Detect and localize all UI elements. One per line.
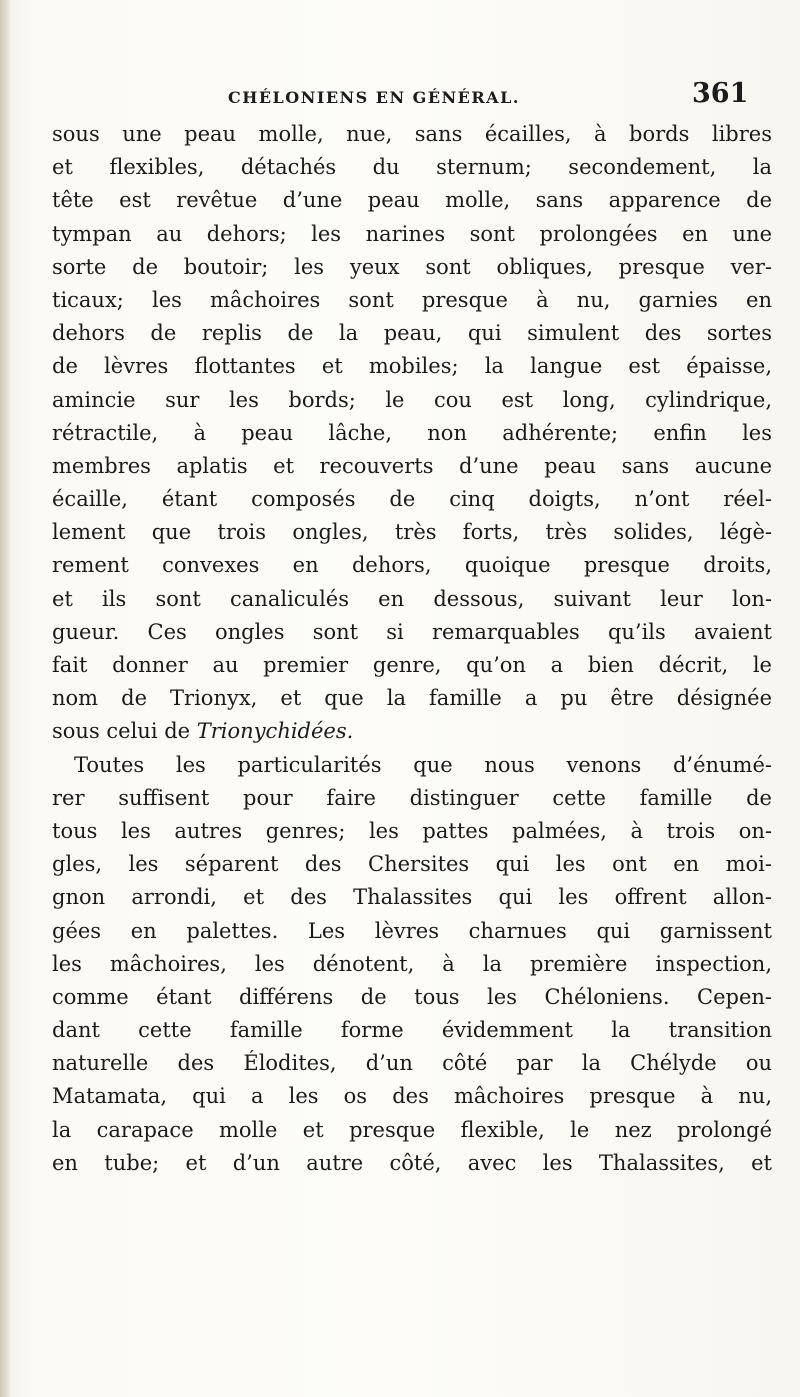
page-gutter-shadow: [0, 0, 10, 1397]
text-line: écaille, étant composés de cinq doigts, n’ont réel-: [52, 487, 772, 512]
text-line: de lèvres flottantes et mobiles; la langue est épaisse,: [52, 354, 772, 379]
text-line: rement convexes en dehors, quoique presque droits,: [52, 553, 772, 578]
family-name-term: Trionychidées.: [196, 719, 354, 744]
text-line: tête est revêtue d’une peau molle, sans apparence de: [52, 188, 772, 213]
text-line: sous une peau molle, nue, sans écailles, à bords libres: [52, 122, 772, 146]
running-title: CHÉLONIENS EN GÉNÉRAL.: [228, 88, 520, 107]
text-line: [52, 715, 772, 748]
text-line: Toutes les particularités que nous venons d’énumé-: [74, 752, 772, 777]
text-line: rer suffisent pour faire distinguer cette famille de: [52, 785, 772, 810]
text-line: la carapace molle et presque flexible, le nez prolongé: [52, 1117, 772, 1142]
text-line: et ils sont canaliculés en dessous, suivant leur lon-: [52, 586, 772, 611]
text-line: gueur. Ces ongles sont si remarquables qu’ils avaient: [52, 619, 772, 644]
paragraph-1: [52, 118, 772, 749]
text-line: naturelle des Élodites, d’un côté par la Chélyde ou: [52, 1051, 772, 1076]
text-line: Matamata, qui a les os des mâchoires presque à nu,: [52, 1084, 772, 1109]
text-line: fait donner au premier genre, qu’on a bien décrit, le: [52, 653, 772, 677]
line-prefix: sous celui de: [52, 719, 197, 744]
text-line: en tube; et d’un autre côté, avec les Thalassites, et: [52, 1150, 772, 1175]
text-line: nom de Trionyx, et que la famille a pu être désignée: [52, 686, 772, 711]
text-line: sorte de boutoir; les yeux sont obliques, presque ver-: [52, 254, 772, 279]
text-line: tympan au dehors; les narines sont prolongées en une: [52, 221, 772, 246]
text-line: dant cette famille forme évidemment la transition: [52, 1018, 772, 1043]
page-number: 361: [692, 78, 749, 109]
text-line: gles, les séparent des Chersites qui les ont en moi-: [52, 852, 772, 877]
text-line: lement que trois ongles, très forts, très solides, légè-: [52, 520, 772, 545]
body-text: [52, 118, 772, 1180]
text-line: les mâchoires, les dénotent, à la première inspection,: [52, 951, 772, 976]
page-header: [0, 78, 800, 118]
text-line: rétractile, à peau lâche, non adhérente; enfin les: [52, 420, 772, 445]
text-line: gées en palettes. Les lèvres charnues qui garnissent: [52, 918, 772, 943]
text-line: ticaux; les mâchoires sont presque à nu, garnies en: [52, 287, 772, 312]
paragraph-2: [52, 749, 772, 1180]
text-line: tous les autres genres; les pattes palmées, à trois on-: [52, 818, 772, 843]
text-line: membres aplatis et recouverts d’une peau sans aucune: [52, 453, 772, 478]
text-line: comme étant différens de tous les Chéloniens. Cepen-: [52, 984, 772, 1009]
text-line: amincie sur les bords; le cou est long, cylindrique,: [52, 387, 772, 412]
text-line: dehors de replis de la peau, qui simulent des sortes: [52, 321, 772, 346]
text-line: gnon arrondi, et des Thalassites qui les offrent allon-: [52, 885, 772, 910]
text-line: et flexibles, détachés du sternum; secondement, la: [52, 155, 772, 180]
